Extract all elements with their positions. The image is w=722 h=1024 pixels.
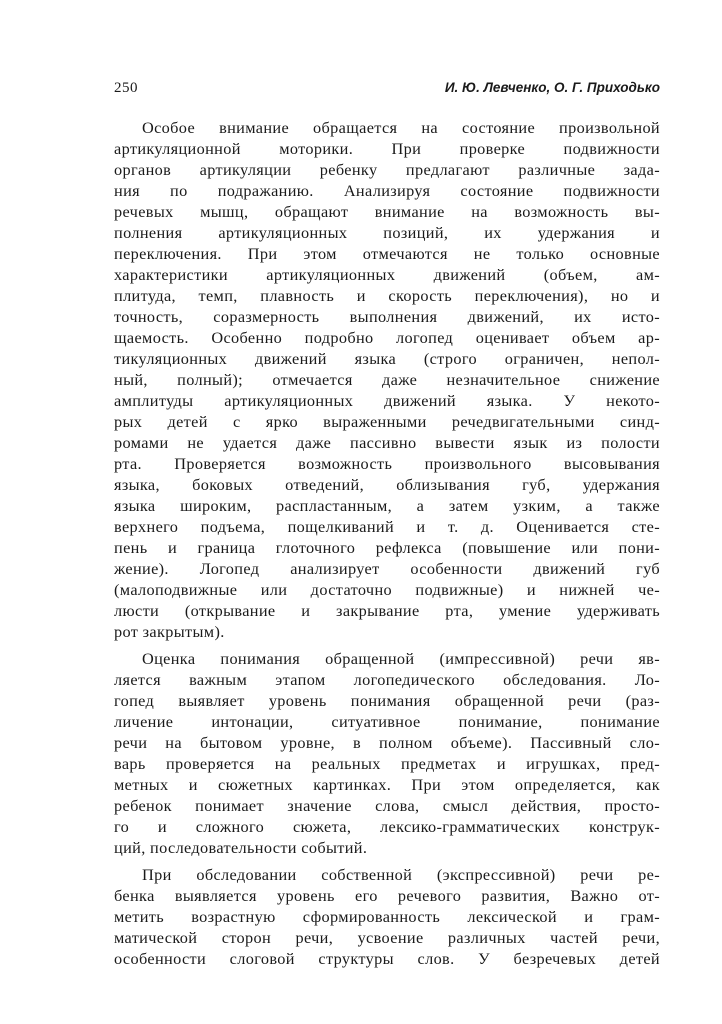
paragraph — [114, 864, 660, 969]
text-line: Особое внимание обращается на состояние произвольной — [142, 118, 660, 137]
text-line: ный, полный); отмечается даже незначительное снижение — [114, 370, 660, 389]
text-line: верхнего подъема, пощелкиваний и т. д. Оценивается сте- — [114, 517, 660, 536]
text-line: языка широким, распластанным, а затем узким, а также — [114, 496, 660, 515]
running-header — [114, 80, 660, 102]
text-line: ребенок понимает значение слова, смысл действия, просто- — [114, 796, 660, 815]
text-line: полнения артикуляционных позиций, их удержания и — [114, 223, 660, 242]
text-line: ромами не удается даже пассивно вывести язык из полости — [114, 433, 660, 452]
text-line: жение). Логопед анализирует особенности движений губ — [114, 559, 660, 578]
text-line: При обследовании собственной (экспрессивной) речи ре- — [142, 865, 660, 884]
text-line: матической сторон речи, усвоение различных частей речи, — [114, 928, 660, 947]
text-line: Оценка понимания обращенной (импрессивной) речи яв- — [142, 649, 660, 668]
text-line: ций, последовательности событий. — [114, 838, 368, 857]
text-line: рта. Проверяется возможность произвольного высовывания — [114, 454, 660, 473]
text-line: особенности слоговой структуры слов. У безречевых детей — [114, 949, 660, 968]
text-line: характеристики артикуляционных движений (объем, ам- — [114, 265, 660, 284]
text-line: люсти (открывание и закрывание рта, умение удерживать — [114, 601, 660, 620]
text-line: бенка выявляется уровень его речевого развития, Важно от- — [114, 886, 660, 905]
paragraph — [114, 648, 660, 858]
text-line: ния по подражанию. Анализируя состояние подвижности — [114, 181, 660, 200]
text-line: ляется важным этапом логопедического обследования. Ло- — [114, 670, 660, 689]
text-line: рот закрытым). — [114, 622, 225, 641]
text-line: варь проверяется на реальных предметах и игрушках, пред- — [114, 754, 660, 773]
text-line: метить возрастную сформированность лексической и грам- — [114, 907, 660, 926]
text-line: щаемость. Особенно подробно логопед оценивает объем ар- — [114, 328, 660, 347]
body-text — [114, 117, 660, 969]
text-line: рых детей с ярко выраженными речедвигательными синд- — [114, 412, 660, 431]
text-line: артикуляционной моторики. При проверке подвижности — [114, 139, 660, 158]
text-line: переключения. При этом отмечаются не только основные — [114, 244, 660, 263]
text-line: речевых мышц, обращают внимание на возможность вы- — [114, 202, 660, 221]
text-line: метных и сюжетных картинках. При этом определяется, как — [114, 775, 660, 794]
text-line: плитуда, темп, плавность и скорость переключения), но и — [114, 286, 660, 305]
paragraph — [114, 117, 660, 642]
running-head-authors: И. Ю. Левченко, О. Г. Приходько — [444, 80, 660, 95]
page-number: 250 — [114, 80, 138, 96]
text-line: гопед выявляет уровень понимания обращенной речи (раз- — [114, 691, 660, 710]
text-line: органов артикуляции ребенку предлагают различные зада- — [114, 160, 660, 179]
text-line: тикуляционных движений языка (строго ограничен, непол- — [114, 349, 660, 368]
text-line: речи на бытовом уровне, в полном объеме). Пассивный сло- — [114, 733, 660, 752]
text-line: языка, боковых отведений, облизывания губ, удержания — [114, 475, 660, 494]
text-line: точность, соразмерность выполнения движений, их исто- — [114, 307, 660, 326]
text-line: (малоподвижные или достаточно подвижные) и нижней че- — [114, 580, 660, 599]
text-line: го и сложного сюжета, лексико-грамматических конструк- — [114, 817, 660, 836]
text-line: личение интонации, ситуативное понимание, понимание — [114, 712, 660, 731]
text-line: пень и граница глоточного рефлекса (повышение или пони- — [114, 538, 660, 557]
text-line: амплитуды артикуляционных движений языка. У некото- — [114, 391, 660, 410]
